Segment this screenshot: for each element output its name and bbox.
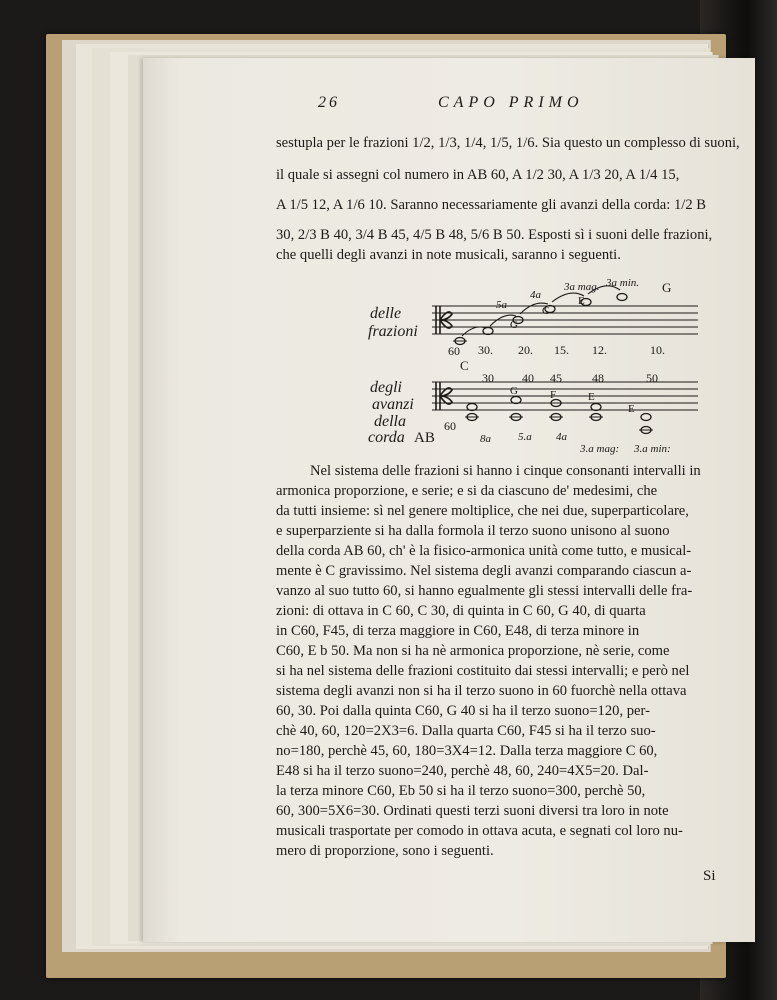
proportion-number: 12. <box>592 343 607 357</box>
catchword: Si <box>703 868 716 884</box>
note-head <box>467 404 477 411</box>
upper-numbers <box>448 343 665 358</box>
text-line: che quelli degli avanzi in note musicali, saranno i seguenti. <box>276 247 621 263</box>
text-line: da tutti insieme: sì nel genere moltiplice, che nei due, superparticolare, <box>276 503 689 519</box>
text-line: vanzo al suo tutto 60, si hanno egualmente gli stessi intervalli delle fra- <box>276 583 693 599</box>
lower-label-4: corda <box>368 429 405 446</box>
upper-label-1: delle <box>370 305 402 322</box>
lower-label-2: avanzi <box>372 396 414 413</box>
clef-letter: C <box>460 358 469 373</box>
lower-notes <box>465 397 653 434</box>
interval-label: 8a <box>480 433 491 445</box>
text-line: sistema degli avanzi non si ha il terzo suono in 60 fuorchè nella ottava <box>276 683 687 699</box>
music-example <box>360 270 700 470</box>
upper-label-2: frazioni <box>368 323 418 340</box>
proportion-number: 60 <box>448 344 460 358</box>
note-letter: E <box>588 391 595 403</box>
note-letter: G <box>510 319 518 331</box>
proportion-number: 60 <box>444 419 456 433</box>
text-line: mente è C gravissimo. Nel sistema degli avanzi comparando ciascun a- <box>276 563 692 579</box>
text-line: musicali trasportate per comodo in ottava acuta, e segnati col loro nu- <box>276 823 683 839</box>
text-line: chè 40, 60, 120=2X3=6. Dalla quarta C60, F45 si ha il terzo suo- <box>276 723 656 739</box>
text-line: si ha nel sistema delle frazioni costituito dai stessi intervalli; e però nel <box>276 663 690 679</box>
running-title: CAPO PRIMO <box>438 94 584 111</box>
lower-label-3: della <box>374 413 406 430</box>
proportion-number: 15. <box>554 343 569 357</box>
text-line: C60, E b 50. Ma non si ha nè armonica proporzione, nè serie, come <box>276 643 670 659</box>
text-line: A 1/5 12, A 1/6 10. Saranno necessariamente gli avanzi della corda: 1/2 B <box>276 197 707 213</box>
text-line: il quale si assegni col numero in AB 60, A 1/2 30, A 1/3 20, A 1/4 15, <box>276 167 680 183</box>
interval-label: 5a <box>496 299 507 311</box>
text-line: E48 si ha il terzo suono=240, perchè 48, 60, 240=4X5=20. Dal- <box>276 763 649 779</box>
text-line: armonica proporzione, e serie; e si da ciascuno de' medesimi, che <box>276 483 658 499</box>
interval-label: 3.a min: <box>634 443 671 455</box>
interval-label: 4a <box>556 431 567 443</box>
lower-label-1: degli <box>370 379 402 396</box>
note-letter: C <box>542 305 550 317</box>
interval-label: 3a min. <box>606 277 639 289</box>
note-head <box>511 397 521 404</box>
note-head <box>617 294 627 301</box>
interval-label: 3.a mag: <box>580 443 620 455</box>
interval-label: 4a <box>530 289 541 301</box>
text-line: della corda AB 60, ch' è la fisico-armonica unità come tutto, e musical- <box>276 543 692 559</box>
text-line: 60, 300=5X6=30. Ordinati questi terzi suoni diversi tra loro in note <box>276 803 669 819</box>
note-letter: F <box>550 389 557 401</box>
text-line: in C60, F45, di terza maggiore in C60, E48, di terza minore in <box>276 623 640 639</box>
note-letter: G <box>510 385 518 397</box>
note-head <box>591 404 601 411</box>
text-line: Nel sistema delle frazioni si hanno i cinque consonanti intervalli in <box>310 463 701 479</box>
interval-label: 5.a <box>518 431 532 443</box>
upper-staff <box>432 306 698 334</box>
text-line: la terza minore C60, Eb 50 si ha il terzo suono=300, perchè 50, <box>276 783 646 799</box>
text-line: mero di proporzione, sono i seguenti. <box>276 843 494 859</box>
page-number: 26 <box>318 94 340 111</box>
proportion-number: 50 <box>646 371 658 385</box>
proportion-number: 20. <box>518 343 533 357</box>
lower-interval-labels <box>480 431 671 455</box>
proportion-number: 10. <box>650 343 665 357</box>
proportion-number: 30 <box>482 371 494 385</box>
note-letter: E <box>628 403 635 415</box>
interval-label: 3a mag. <box>564 281 600 293</box>
lower-label-ab: AB <box>414 430 435 446</box>
note-letter: G <box>662 280 672 295</box>
text-line: 30, 2/3 B 40, 3/4 B 45, 4/5 B 48, 5/6 B 50. Esposti sì i suoni delle frazioni, <box>276 227 713 243</box>
note-head <box>483 328 493 335</box>
text-line: no=180, perchè 45, 60, 180=3X4=12. Dalla terza maggiore C 60, <box>276 743 658 759</box>
proportion-number: 30. <box>478 343 493 357</box>
text-line: zioni: di ottava in C 60, C 30, di quinta in C 60, G 40, di quarta <box>276 603 646 619</box>
proportion-number: 45 <box>550 371 562 385</box>
text-line: 60, 30. Poi dalla quinta C60, G 40 si ha il terzo suono=120, per- <box>276 703 650 719</box>
text-line: e superparziente si ha dalla formola il terzo suono unisono al suono <box>276 523 670 539</box>
proportion-number: 40 <box>522 371 534 385</box>
running-head <box>318 94 760 118</box>
note-letter: E <box>578 295 585 307</box>
note-head <box>641 414 651 421</box>
proportion-number: 48 <box>592 371 604 385</box>
text-line: sestupla per le frazioni 1/2, 1/3, 1/4, 1/5, 1/6. Sia questo un complesso di suoni, <box>276 135 740 151</box>
lower-staff <box>432 382 698 410</box>
